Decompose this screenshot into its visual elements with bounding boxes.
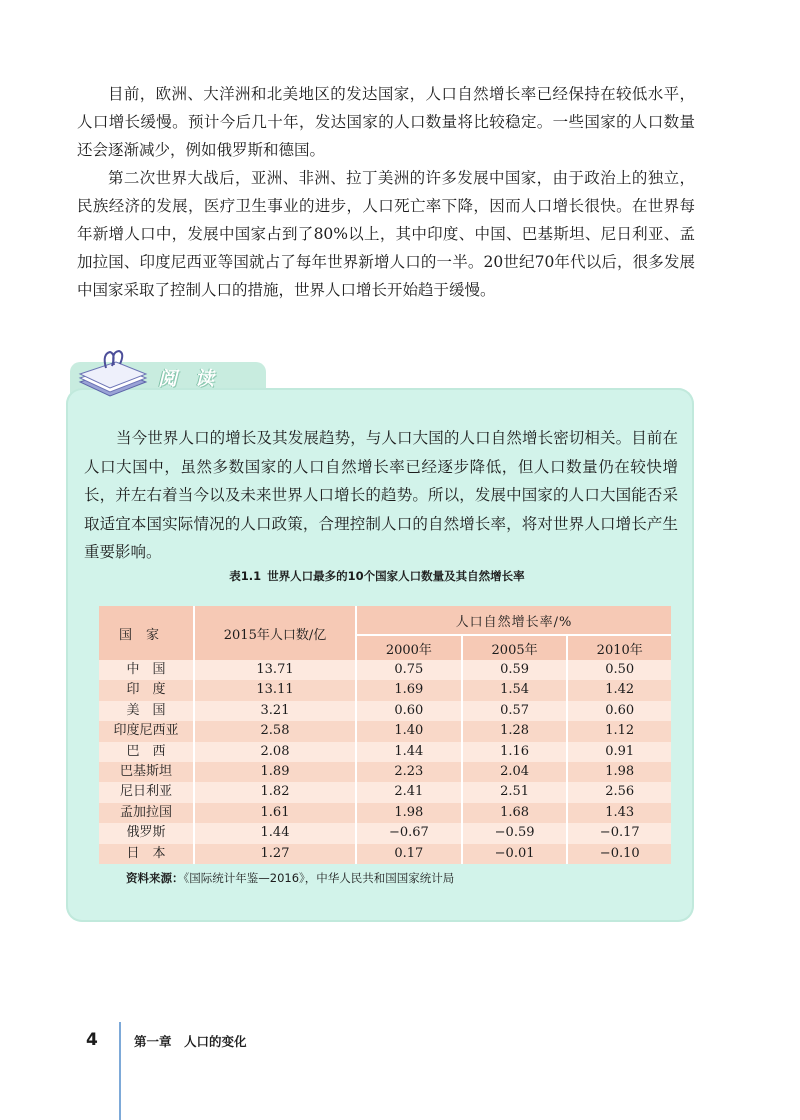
page-number: 4	[86, 1030, 98, 1050]
reading-title: 阅读	[158, 368, 233, 390]
cell-rate-2000: −0.67	[356, 823, 462, 843]
cell-rate-2005: 2.04	[462, 762, 568, 782]
header-year-2005: 2005年	[462, 635, 568, 660]
cell-rate-2010: 1.43	[567, 803, 671, 823]
source-label: 资料来源：	[126, 871, 184, 885]
cell-country: 巴基斯坦	[99, 762, 194, 782]
cell-population: 3.21	[194, 701, 356, 721]
cell-country: 巴 西	[99, 742, 194, 762]
cell-country: 印度尼西亚	[99, 721, 194, 741]
table-row	[99, 782, 671, 802]
cell-rate-2000: 1.69	[356, 680, 462, 700]
cell-rate-2000: 0.60	[356, 701, 462, 721]
cell-country: 孟加拉国	[99, 803, 194, 823]
cell-country: 日 本	[99, 844, 194, 864]
cell-population: 1.27	[194, 844, 356, 864]
cell-rate-2010: 1.98	[567, 762, 671, 782]
cell-country: 中 国	[99, 660, 194, 680]
cell-rate-2010: 1.42	[567, 680, 671, 700]
cell-rate-2010: −0.17	[567, 823, 671, 843]
cell-rate-2000: 0.75	[356, 660, 462, 680]
source-text: 《国际统计年鉴—2016》，中华人民共和国国家统计局	[183, 871, 455, 885]
header-country: 国家	[99, 606, 194, 660]
table-row	[99, 660, 671, 680]
cell-rate-2000: 1.44	[356, 742, 462, 762]
header-year-2010: 2010年	[567, 635, 671, 660]
table-row	[99, 701, 671, 721]
cell-population: 1.89	[194, 762, 356, 782]
cell-population: 1.44	[194, 823, 356, 843]
header-rate-group: 人口自然增长率/%	[356, 606, 671, 635]
header-population: 2015年人口数/亿	[194, 606, 356, 660]
cell-country: 印 度	[99, 680, 194, 700]
cell-rate-2005: −0.59	[462, 823, 568, 843]
population-table	[99, 606, 671, 864]
cell-rate-2005: 1.54	[462, 680, 568, 700]
table-source	[126, 870, 454, 886]
table-row	[99, 823, 671, 843]
cell-rate-2010: 1.12	[567, 721, 671, 741]
reading-text: 当今世界人口的增长及其发展趋势，与人口大国的人口自然增长密切相关。目前在人口大国中，虽然多数国家的人口自然增长率已经逐步降低，但人口数量仍在较快增长，并左右着当今以及未来世界人口增长的趋势。所以，发展中国家的人口大国能否采取适宜本国实际情况的人口政策，合理控制人口的自然增长率，将对世界人口增长产生重要影响。	[84, 429, 678, 561]
cell-country: 尼日利亚	[99, 782, 194, 802]
cell-rate-2010: 2.56	[567, 782, 671, 802]
notebook-icon	[76, 348, 150, 408]
cell-rate-2010: 0.60	[567, 701, 671, 721]
cell-rate-2000: 2.41	[356, 782, 462, 802]
cell-country: 俄罗斯	[99, 823, 194, 843]
cell-rate-2010: 0.91	[567, 742, 671, 762]
table-row	[99, 721, 671, 741]
paragraph-developed-countries: 目前，欧洲、大洋洲和北美地区的发达国家，人口自然增长率已经保持在较低水平，人口增长缓慢。预计今后几十年，发达国家的人口数量将比较稳定。一些国家的人口数量还会逐渐减少，例如俄罗斯和德国。	[77, 85, 695, 159]
cell-population: 13.11	[194, 680, 356, 700]
chapter-title: 第一章 人口的变化	[134, 1034, 247, 1049]
cell-population: 13.71	[194, 660, 356, 680]
cell-population: 1.82	[194, 782, 356, 802]
cell-rate-2010: −0.10	[567, 844, 671, 864]
table-row	[99, 742, 671, 762]
cell-population: 2.58	[194, 721, 356, 741]
table-caption-title: 世界人口最多的10个国家人口数量及其自然增长率	[267, 569, 525, 583]
table-caption-number: 表1.1	[229, 569, 262, 583]
table-row	[99, 803, 671, 823]
table-caption	[100, 568, 660, 584]
table-row	[99, 762, 671, 782]
table-row	[99, 844, 671, 864]
cell-population: 1.61	[194, 803, 356, 823]
header-year-2000: 2000年	[356, 635, 462, 660]
cell-rate-2005: 1.68	[462, 803, 568, 823]
cell-rate-2005: 1.28	[462, 721, 568, 741]
cell-population: 2.08	[194, 742, 356, 762]
cell-country: 美 国	[99, 701, 194, 721]
table-row	[99, 680, 671, 700]
cell-rate-2000: 0.17	[356, 844, 462, 864]
cell-rate-2000: 1.40	[356, 721, 462, 741]
footer-divider	[119, 1022, 121, 1120]
cell-rate-2005: 0.57	[462, 701, 568, 721]
cell-rate-2010: 0.50	[567, 660, 671, 680]
paragraph-developing-countries: 第二次世界大战后，亚洲、非洲、拉丁美洲的许多发展中国家，由于政治上的独立，民族经济的发展，医疗卫生事业的进步，人口死亡率下降，因而人口增长很快。在世界每年新增人口中，发展中国家占到了80%以上，其中印度、中国、巴基斯坦、尼日利亚、孟加拉国、印度尼西亚等国就占了每年世界新增人口的一半。20世纪70年代以后，很多发展中国家采取了控制人口的措施，世界人口增长开始趋于缓慢。	[77, 169, 695, 299]
cell-rate-2005: −0.01	[462, 844, 568, 864]
cell-rate-2005: 2.51	[462, 782, 568, 802]
cell-rate-2005: 1.16	[462, 742, 568, 762]
cell-rate-2005: 0.59	[462, 660, 568, 680]
cell-rate-2000: 2.23	[356, 762, 462, 782]
cell-rate-2000: 1.98	[356, 803, 462, 823]
